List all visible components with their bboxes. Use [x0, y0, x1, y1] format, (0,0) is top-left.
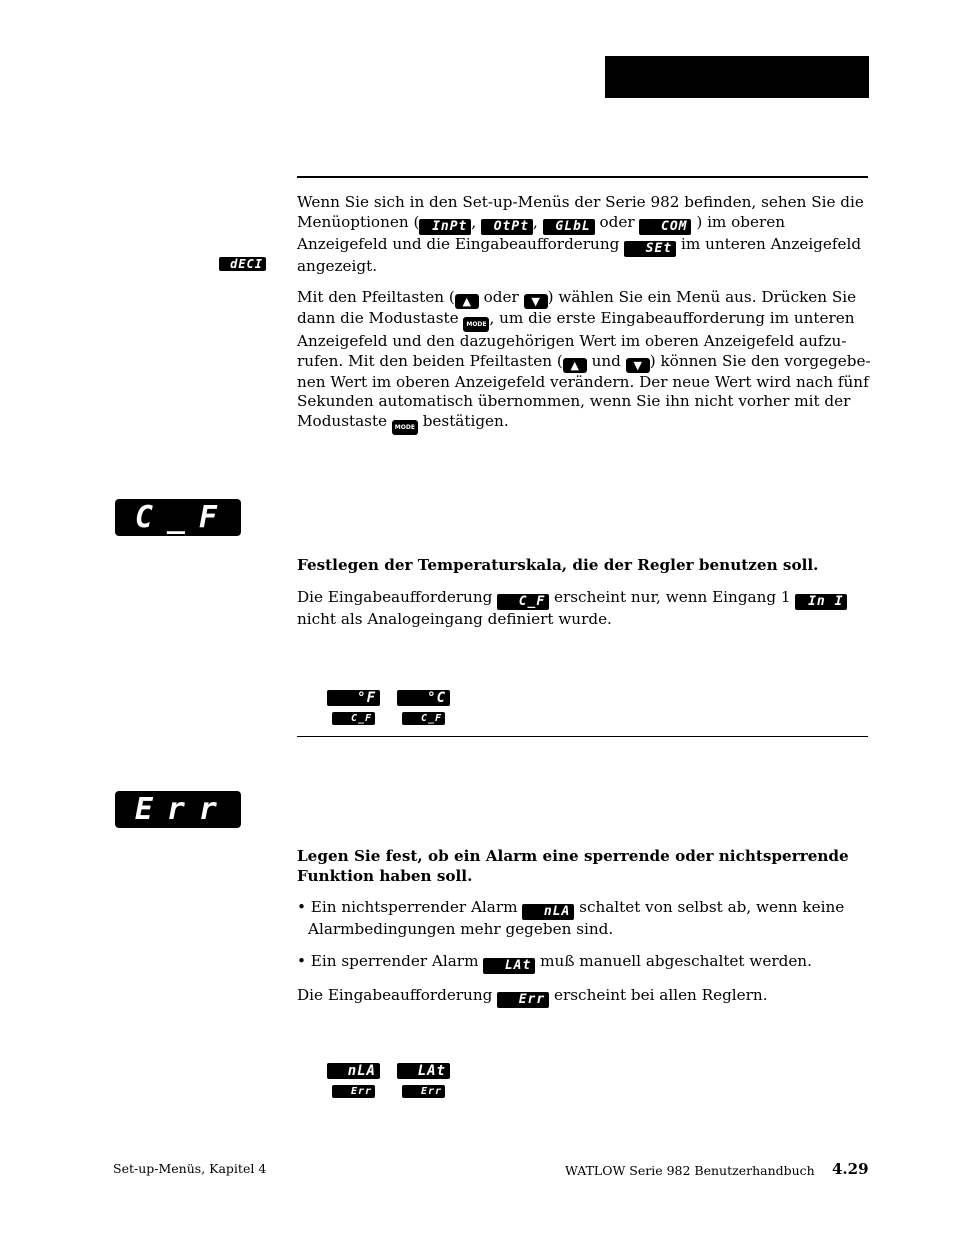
list-item: • Ein nichtsperrender Alarm nLA schaltet von selbst ab, wenn keine Alarmbedingungen mehr gegeben sind.	[297, 898, 845, 938]
lcd-err: Err	[497, 992, 549, 1008]
cf-section	[297, 556, 872, 629]
cf-heading: Festlegen der Temperaturskala, die der Regler benutzen soll.	[297, 556, 819, 574]
err-heading: Legen Sie fest, ob ein Alarm eine sperrende oder nichtsperrende Funktion haben soll.	[297, 847, 849, 885]
lcd-nla: nLA	[522, 904, 574, 920]
err-option-2-bottom: Err	[402, 1085, 445, 1098]
err-paragraph: Die Eingabeaufforderung Err erscheint bei allen Reglern.	[297, 985, 768, 1007]
lcd-cf: C_F	[497, 594, 549, 610]
lcd-otpt: OtPt	[481, 219, 533, 235]
section-divider	[297, 736, 868, 737]
big-lcd-err: Err	[115, 791, 241, 828]
side-lcd-deci: dECI	[219, 257, 266, 271]
intro-paragraph-1: Wenn Sie sich in den Set-up-Menüs der Serie 982 befinden, sehen Sie die Menüoptionen ( InPt , OtPt , GLbL oder COM ) im oberen Anzeigefeld und die Eingabeaufforderung SEt im unteren Anzeigefeld angezeigt.	[297, 193, 864, 275]
up-arrow-key-icon: ▲	[563, 358, 587, 373]
footer-chapter: Set-up-Menüs, Kapitel 4	[113, 1161, 267, 1176]
cf-option-1-bottom: C_F	[332, 712, 375, 725]
lcd-com: COM	[639, 219, 691, 235]
cf-option-2-bottom: C_F	[402, 712, 445, 725]
lcd-set: SEt	[624, 241, 676, 257]
down-arrow-key-icon: ▼	[524, 294, 548, 309]
err-option-1-top: nLA	[327, 1063, 380, 1079]
intro-paragraph-2: Mit den Pfeiltasten ( ▲ oder ▼ ) wählen Sie ein Menü aus. Drücken Sie dann die Modustaste MODE , um die erste Eingabeaufforderung im unteren Anzeigefeld und den dazugehörigen Wert im oberen Anzeigefeld aufzu-rufen. Mit den beiden Pfeiltasten ( ▲ und ▼ ) können Sie den vorgegebe-nen Wert im oberen Anzeigefeld verändern. Der neue Wert wird nach fünf Sekunden automatisch übernommen, wenn Sie ihn nicht vorher mit der Modustaste MODE bestätigen.	[297, 288, 872, 435]
down-arrow-key-icon: ▼	[626, 358, 650, 373]
page-number: 4.29	[832, 1160, 869, 1178]
footer-manual-title: WATLOW Serie 982 Benutzerhandbuch	[565, 1163, 815, 1178]
err-option-2-top: LAt	[397, 1063, 450, 1079]
err-option-1-bottom: Err	[332, 1085, 375, 1098]
err-bullet-list	[297, 898, 872, 974]
header-black-tab	[605, 56, 869, 98]
cf-paragraph: Die Eingabeaufforderung C_F erscheint nur, wenn Eingang 1 In I nicht als Analogeingang definiert wurde.	[297, 588, 872, 630]
cf-option-2-top: °C	[397, 690, 450, 706]
up-arrow-key-icon: ▲	[455, 294, 479, 309]
cf-option-1-top: °F	[327, 690, 380, 706]
lcd-inpt: InPt	[419, 219, 471, 235]
top-rule	[297, 176, 868, 178]
mode-key-icon: MODE	[392, 420, 418, 435]
err-section	[297, 847, 872, 1008]
lcd-lat: LAt	[483, 958, 535, 974]
mode-key-icon: MODE	[463, 317, 489, 332]
intro-section	[297, 193, 872, 435]
big-lcd-cf: C_F	[115, 499, 241, 536]
list-item: • Ein sperrender Alarm LAt muß manuell abgeschaltet werden.	[297, 951, 812, 973]
lcd-glbl: GLbL	[543, 219, 595, 235]
lcd-in1: In I	[795, 594, 847, 610]
